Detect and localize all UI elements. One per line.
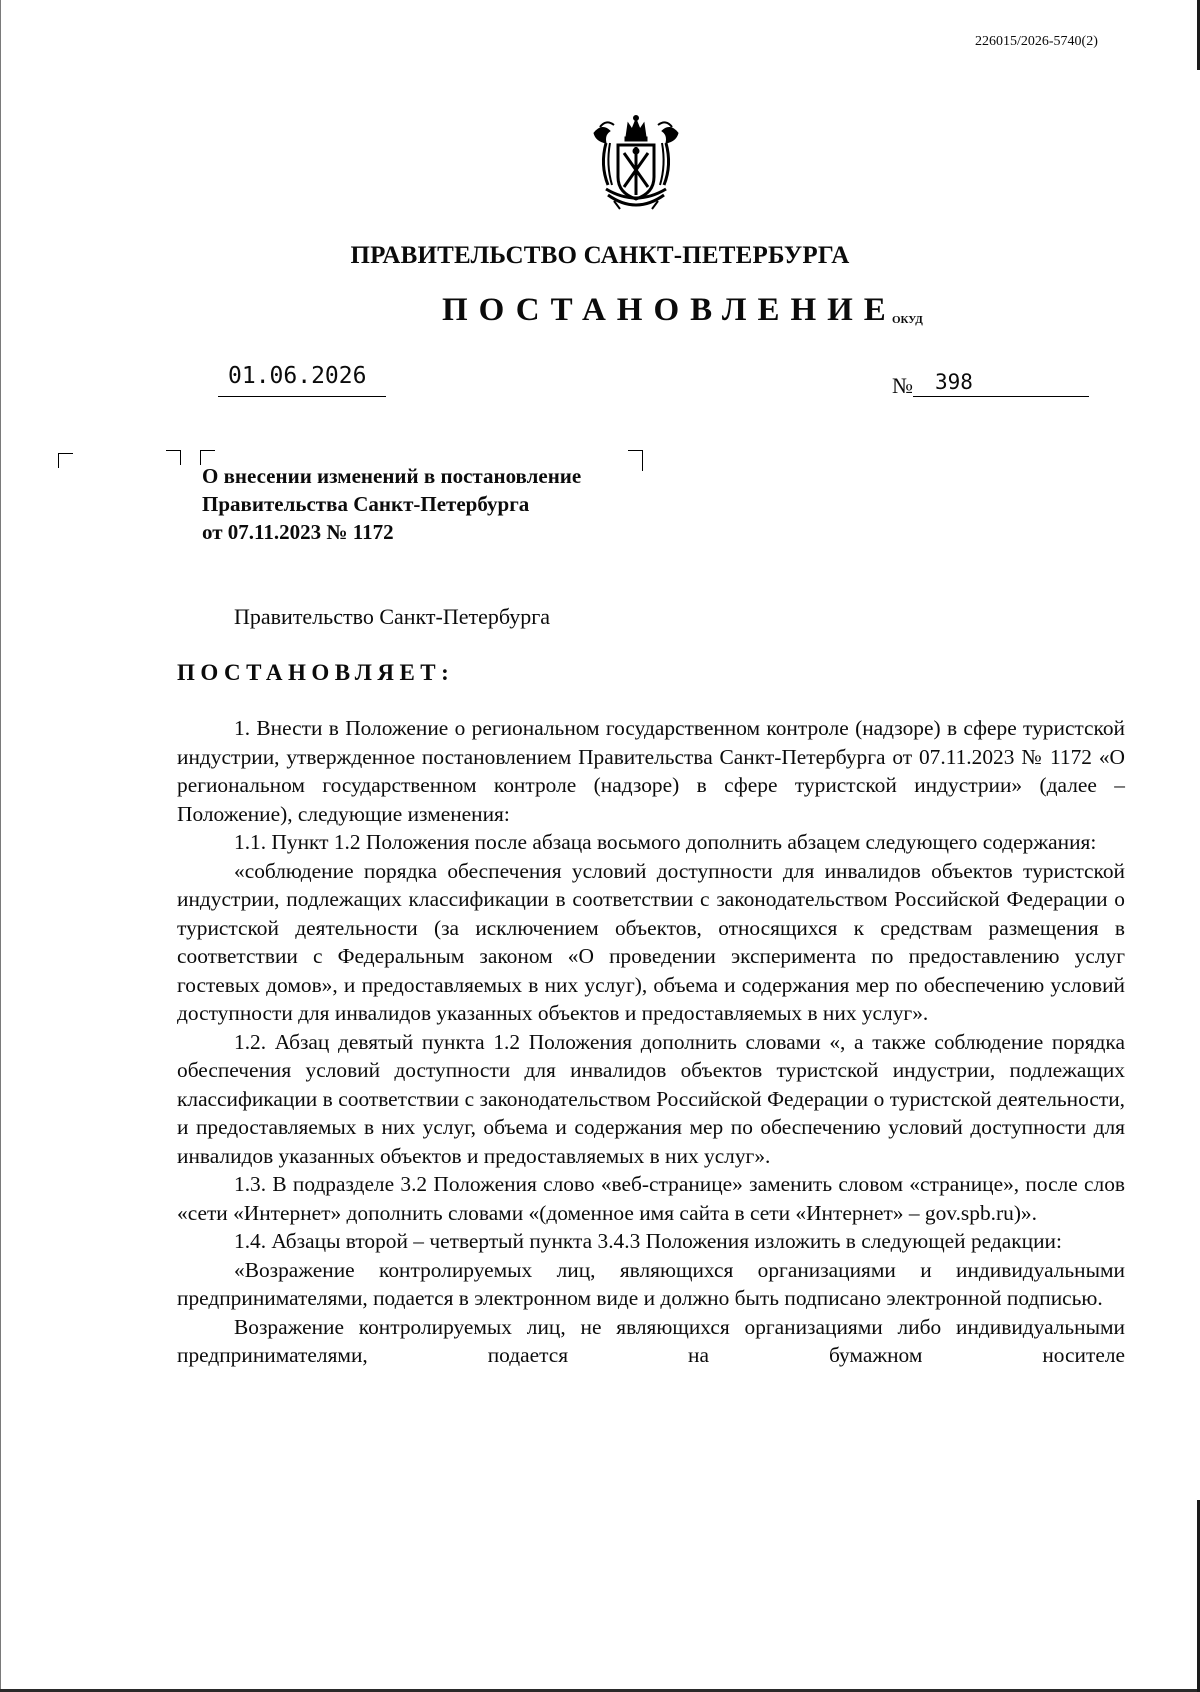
paragraph: «соблюдение порядка обеспечения условий доступности для инвалидов объектов туристской индустрии, подлежащих классификации в соответствии с законодательством Российской Федерации о туристской деятельности (за исключением объектов, относящихся к средствам размещения в соответствии с Федеральным законом «О проведении эксперимента по предоставлению услуг гостевых домов», и предоставляемых в них услуг), объема и содержания мер по обеспечению условий доступности для инвалидов указанных объектов и предоставляемых в них услуг». — [177, 858, 1125, 1025]
coat-of-arms-icon — [588, 115, 684, 215]
paragraph: 1.3. В подразделе 3.2 Положения слово «веб-странице» заменить словом «странице», после слов «сети «Интернет» дополнить словами «(доменное имя сайта в сети «Интернет» – gov.spb.ru)». — [177, 1172, 1125, 1225]
preamble: Правительство Санкт-Петербурга — [234, 604, 551, 629]
registration-number: 226015/2026-5740(2) — [975, 34, 1098, 49]
number-underline — [913, 396, 1089, 397]
subject-line: от 07.11.2023 № 1172 — [202, 520, 394, 544]
date-underline — [218, 396, 386, 397]
paragraph: 1.2. Абзац девятый пункта 1.2 Положения дополнить словами «, а также соблюдение порядка обеспечения условий доступности для инвалидов объектов туристской индустрии, подлежащих классификации в соответствии с законодательством Российской Федерации о туристской деятельности, и предоставляемых в них услуг, объема и содержания мер по обеспечению условий доступности для инвалидов указанных объектов и предоставляемых в них услуг». — [177, 1029, 1125, 1168]
okud-label: ОКУД — [892, 314, 923, 326]
authority-title: ПРАВИТЕЛЬСТВО САНКТ-ПЕТЕРБУРГА — [350, 242, 850, 269]
subject-line: Правительства Санкт-Петербурга — [202, 492, 530, 516]
document-number: 398 — [935, 370, 973, 394]
paragraph: 1.1. Пункт 1.2 Положения после абзаца восьмого дополнить абзацем следующего содержания: — [234, 830, 1097, 854]
document-type: ПОСТАНОВЛЕНИЕ — [442, 292, 897, 328]
number-sign: № — [892, 373, 913, 398]
corner-mark — [58, 453, 73, 468]
paragraph: «Возражение контролируемых лиц, являющихся организациями и индивидуальными предпринимателями, подается в электронном виде и должно быть подписано электронной подписью. — [177, 1257, 1125, 1310]
paragraph: 1.4. Абзацы второй – четвертый пункта 3.4.3 Положения изложить в следующей редакции: — [234, 1229, 1062, 1253]
document-subject — [202, 462, 581, 546]
resolves-heading: ПОСТАНОВЛЯЕТ: — [177, 660, 455, 685]
subject-line: О внесении изменений в постановление — [202, 464, 582, 488]
document-date: 01.06.2026 — [228, 363, 367, 389]
document-body — [177, 714, 1125, 1370]
corner-mark — [166, 450, 181, 465]
paragraph: Возражение контролируемых лиц, не являющихся организациями либо индивидуальными предпринимателями, подается на бумажном носителе — [177, 1314, 1125, 1367]
corner-mark — [628, 450, 643, 471]
paragraph: 1. Внести в Положение о региональном государственном контроле (надзоре) в сфере туристской индустрии, утвержденное постановлением Правительства Санкт-Петербурга от 07.11.2023 № 1172 «О региональном государственном контроле (надзоре) в сфере туристской индустрии» (далее – Положение), следующие изменения: — [177, 716, 1125, 826]
